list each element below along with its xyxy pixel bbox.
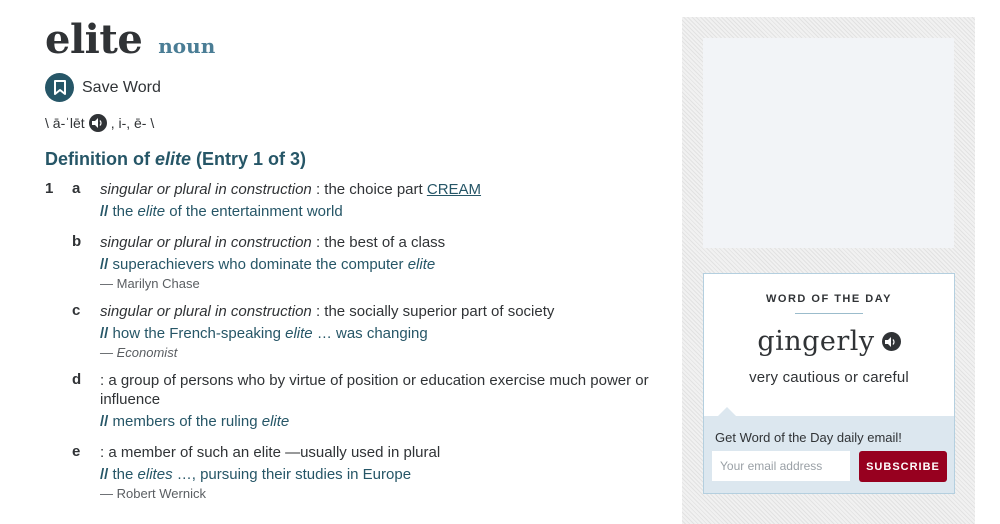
example-attribution: — Marilyn Chase [100,276,200,291]
wotd-word[interactable]: gingerly [757,326,875,357]
sense-letter: b [72,233,82,250]
pronunciation-suffix: , i-, ē- \ [110,115,155,131]
example-segment: elite [407,256,436,273]
wotd-definition: very cautious or careful [749,369,909,386]
sense-a [45,180,655,222]
example-attribution: — Robert Wernick [100,486,206,501]
definition-body: : the socially superior part of society [311,303,555,320]
example-segment: …, pursuing their studies in Europe [172,466,412,483]
example-sentence [100,465,655,485]
main-content [45,16,655,501]
sense-d [45,371,655,432]
sense-letter: c [72,302,81,319]
definition-text [100,371,655,409]
pronunciation [45,114,655,132]
example-segment: of the entertainment world [165,203,343,220]
example-marker: // [100,256,113,273]
example-marker: // [100,325,113,342]
example-segment: the [112,466,138,483]
example-attribution: — Economist [100,345,178,360]
sense-b [45,233,655,291]
sense-number: 1 [45,180,54,197]
example-segment: how the French-speaking [112,325,286,342]
cross-reference-link[interactable]: CREAM [426,181,482,198]
example-segment: elites [137,466,173,483]
subscribe-button[interactable]: SUBSCRIBE [859,451,947,482]
wotd-signup-form [712,451,954,482]
sense-letter: d [72,371,82,388]
definition-text [100,443,655,462]
save-word-label[interactable]: Save Word [82,78,161,96]
word-of-the-day-widget [703,273,955,494]
wotd-divider [795,313,863,314]
example-segment: … was changing [312,325,428,342]
headword: elite [45,16,143,63]
example-marker: // [100,203,113,220]
example-sentence [100,255,655,275]
example-segment: members of the ruling [112,413,262,430]
example-segment: the [112,203,138,220]
pronunciation-audio-button[interactable] [89,114,107,132]
save-word-control[interactable] [45,73,655,102]
part-of-speech-link[interactable]: noun [158,34,216,58]
sidebar [682,17,975,524]
entry-heading-suffix: (Entry 1 of 3) [191,149,307,169]
definition-text [100,302,655,321]
definition-text [100,180,655,199]
usage-label: singular or plural in construction [100,181,312,198]
definition-text [100,233,655,252]
example-segment: elite [261,413,290,430]
ad-slot [703,38,954,248]
sense-c [45,302,655,360]
definition-body: : a member of such an elite —usually used in plural [100,444,441,461]
speaker-icon [92,118,104,128]
example-sentence [100,412,655,432]
definition-body: : a group of persons who by virtue of position or education exercise much power or influence [100,372,653,408]
example-segment: elite [137,203,166,220]
example-marker: // [100,413,113,430]
pronunciation-prefix: \ ā-ˈlēt [45,115,85,131]
entry-heading [45,149,655,170]
entry-heading-word: elite [154,149,192,169]
sense-letter: e [72,443,81,460]
example-sentence [100,202,655,222]
example-segment: elite [285,325,313,342]
example-sentence [100,324,655,344]
wotd-audio-button[interactable] [882,332,901,351]
sense-letter: a [72,180,81,197]
wotd-signup-prompt: Get Word of the Day daily email! [715,430,902,445]
wotd-signup [704,416,954,493]
example-marker: // [100,466,113,483]
save-word-button[interactable] [45,73,74,102]
definition-body: : the best of a class [311,234,446,251]
wotd-word-row [704,326,954,357]
headword-row [45,16,655,63]
usage-label: singular or plural in construction [100,234,312,251]
email-input[interactable] [712,451,850,481]
bookmark-icon [54,80,66,95]
sense-e [45,443,655,501]
usage-label: singular or plural in construction [100,303,312,320]
example-segment: superachievers who dominate the computer [112,256,408,273]
speaker-icon [885,337,897,347]
definition-list [45,180,655,501]
wotd-heading: WORD OF THE DAY [766,293,892,305]
entry-heading-prefix: Definition of [45,149,155,169]
definition-body: : the choice part [311,181,427,198]
